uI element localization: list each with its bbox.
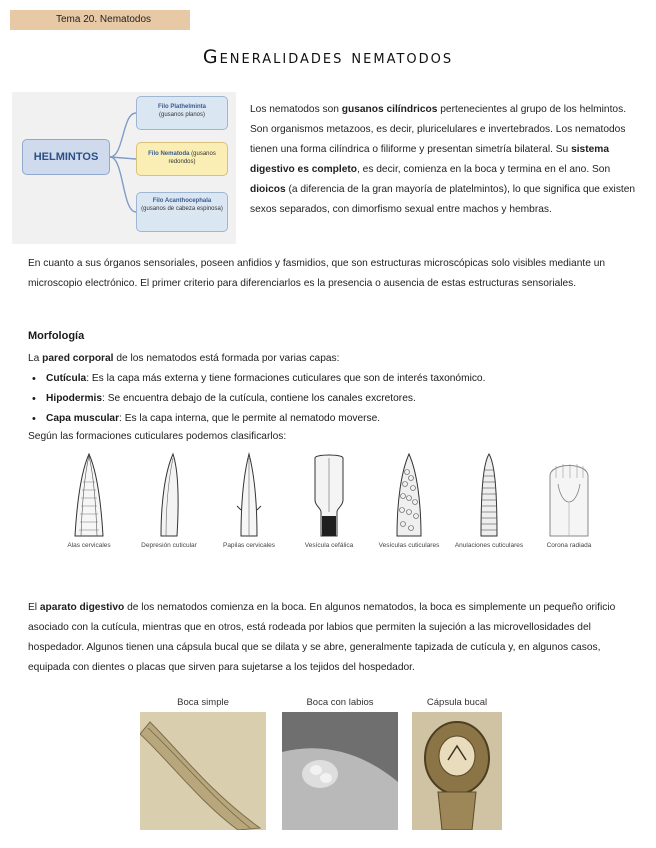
- sensorial-paragraph: En cuanto a sus órganos sensoriales, poseen anfidios y fasmidios, que son estructuras microscópicas solo visibles mediante un microscopio electrónico. El primer criterio para diferenciarlos es la presencia o ausencia de estas estructuras sensoriales.: [28, 258, 606, 289]
- layer-desc: : Es la capa más externa y tiene formaciones cuticulares que son de interés taxonómico.: [86, 373, 486, 384]
- list-item: [28, 409, 640, 429]
- cuticle-figure: [534, 452, 604, 550]
- chapter-tab: Tema 20. Nematodos: [10, 10, 190, 30]
- buccal-capsule-photo: [412, 712, 502, 830]
- classify-intro: Según las formaciones cuticulares podemos clasificarlos:: [28, 431, 287, 442]
- plathelminta-name: Filo Plathelminta: [157, 104, 206, 110]
- cuticle-caption: Vesículas cuticulares: [378, 542, 440, 549]
- intro-paragraph: [250, 100, 642, 220]
- layer-term: Capa muscular: [46, 413, 120, 424]
- nematoda-name: Filo Nematoda: [148, 151, 190, 157]
- plathelminta-note: (gusanos planos): [158, 111, 206, 118]
- body-wall-intro: [28, 349, 640, 369]
- acanthocephala-note: (gusanos de cabeza espinosa): [141, 205, 223, 212]
- layer-desc: : Es la capa interna, que le permite al nematodo moverse.: [119, 413, 381, 424]
- plathelminta-box: [136, 96, 228, 130]
- body-wall-post: de los nematodos está formada por varias capas:: [113, 353, 340, 364]
- layer-term: Cutícula: [46, 373, 87, 384]
- cuticle-figure: [454, 452, 524, 550]
- digestive-bold: aparato digestivo: [39, 602, 125, 613]
- intro-text-4: (a diferencia de la gran mayoría de platelmintos), lo que significa que existen sexos separados, con dimorfismo sexual entre machos y hembras.: [250, 184, 636, 215]
- cuticle-figure: [214, 452, 284, 550]
- cuticle-caption: Anulaciones cuticulares: [454, 542, 524, 549]
- list-item: [28, 369, 640, 389]
- anulaciones-cuticulares-drawing: [469, 452, 509, 538]
- intro-text-1: Los nematodos son: [250, 104, 342, 115]
- body-wall-bold: pared corporal: [42, 353, 114, 364]
- cuticle-caption: Alas cervicales: [67, 542, 111, 549]
- cuticle-caption: Corona radiada: [546, 542, 592, 549]
- digestive-text-1: El: [28, 602, 40, 613]
- mouth-caption: Boca simple: [177, 697, 229, 708]
- mouth-figure: [412, 694, 502, 835]
- lipped-mouth-photo: [282, 712, 398, 830]
- mouth-caption: Boca con labios: [306, 697, 374, 708]
- acanthocephala-box: [136, 192, 228, 232]
- layer-list: [28, 369, 640, 429]
- morfologia-heading: Morfología: [28, 330, 85, 342]
- cuticle-caption: Papilas cervicales: [222, 542, 276, 549]
- corona-radiada-drawing: [544, 452, 594, 538]
- intro-bold-3: dioicos: [250, 184, 286, 195]
- digestive-paragraph: [28, 598, 640, 678]
- cuticle-figure: [374, 452, 444, 550]
- nematoda-note: (gusanos redondos): [168, 151, 216, 165]
- cuticle-figure: [294, 452, 364, 550]
- body-wall-pre: La: [28, 353, 43, 364]
- list-item: [28, 389, 640, 409]
- digestive-text-2: de los nematodos comienza en la boca. En algunos nematodos, la boca es simplemente un pequeño orificio asociado con la cutícula, mientras que en otros, está rodeada por labios que permiten la sujeción a las microvellosidades del hospedador. Algunos tienen una cápsula bucal que se dilata y se abre, generalmente tapizada de cutícula y, en algunos casos, equipada con dientes o placas que sirven para sujetarse a los tejidos del hospedador.: [28, 602, 616, 673]
- simple-mouth-photo: [140, 712, 266, 830]
- helmintos-box: HELMINTOS: [22, 139, 110, 175]
- alas-cervicales-drawing: [69, 452, 109, 538]
- layer-desc: : Se encuentra debajo de la cutícula, contiene los canales excretores.: [102, 393, 416, 404]
- cuticle-caption: Depresión cuticular: [141, 542, 197, 549]
- mouth-figure: [282, 694, 398, 835]
- intro-text-3: , es decir, comienza en la boca y termina en el ano. Son: [357, 164, 611, 175]
- intro-text-2: pertenecientes al grupo de los helmintos. Son organismos metazoos, es decir, pluricelulares e invertebrados. Los nematodos tienen una forma cilíndrica o filiforme y presentan simetría bilateral. Su: [250, 104, 627, 155]
- cuticle-figure: [134, 452, 204, 550]
- cuticular-formations: [54, 452, 614, 572]
- depresion-cuticular-drawing: [149, 452, 189, 538]
- helminth-diagram: [12, 92, 236, 244]
- acanthocephala-name: Filo Acanthocephala: [152, 198, 212, 204]
- cuticle-figure: [54, 452, 124, 550]
- papilas-cervicales-drawing: [229, 452, 269, 538]
- intro-bold-1: gusanos cilíndricos: [341, 104, 438, 115]
- mouth-caption: Cápsula bucal: [426, 697, 488, 708]
- mouth-types: [140, 694, 520, 834]
- cuticle-caption: Vesícula cefálica: [304, 542, 354, 549]
- vesicula-cefalica-drawing: [307, 452, 351, 538]
- nematoda-box: [136, 142, 228, 176]
- vesiculas-cuticulares-drawing: [389, 452, 429, 538]
- intro-bold-2: sistema digestivo es completo: [250, 144, 610, 175]
- mouth-figure: [140, 694, 266, 835]
- layer-term: Hipodermis: [46, 393, 103, 404]
- page-title: Generalidades nematodos: [202, 46, 454, 68]
